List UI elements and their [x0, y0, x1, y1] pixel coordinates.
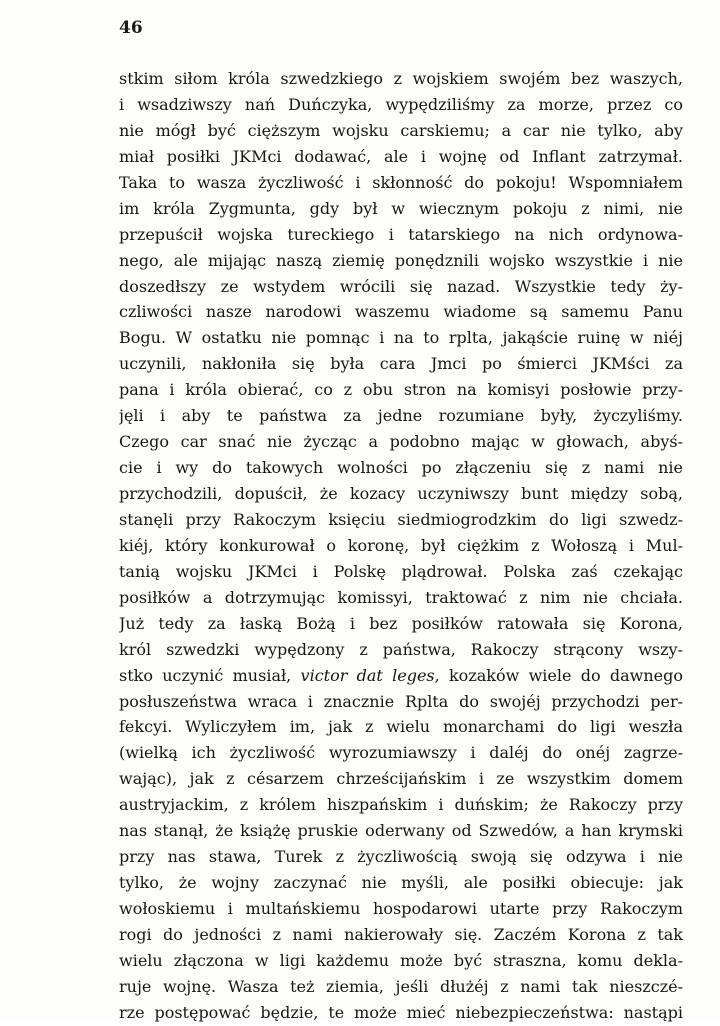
- text-line: rze postępować będzie, te może mieć niebezpieczeństwa: nastąpi: [119, 1002, 683, 1022]
- text-line: cie i wy do takowych wolności po złączeniu się z nami nie: [119, 458, 683, 478]
- text-line: (wielką ich życzliwość wyrozumiawszy i daléj do onéj zagrze-: [119, 743, 683, 763]
- text-line: przepuścił wojska tureckiego i tatarskiego na nich ordynowa-: [119, 224, 683, 244]
- text-line: posiłków a dotrzymując komissyi, traktować z nim nie chciała.: [119, 587, 683, 607]
- text-line: austryjackim, z królem hiszpańskim i duńskim; że Rakoczy przy: [119, 795, 683, 815]
- text-line: fekcyi. Wyliczyłem im, jak z wielu monarchami do ligi weszła: [119, 717, 683, 737]
- text-line: stanęli przy Rakoczym księciu siedmiogrodzkim do ligi szwedz-: [119, 509, 683, 529]
- text-line: rogi do jedności z nami nakierowały się. Zaczém Korona z tak: [119, 924, 683, 944]
- text-line: wołoskiemu i multańskiemu hospodarowi utarte przy Rakoczym: [119, 899, 683, 918]
- text-line: stko uczynić musiał, victor dat leges, kozaków wiele do dawnego: [119, 665, 683, 685]
- text-line: im króla Zygmunta, gdy był w wiecznym pokoju z nimi, nie: [119, 198, 683, 218]
- body-text: [119, 66, 683, 1026]
- text-line: Czego car snać nie życząc a podobno mając w głowach, abyś-: [119, 432, 683, 452]
- text-line: przy nas stawa, Turek z życzliwością swoją się odzywa i nie: [119, 847, 683, 867]
- text-line: uczynili, nakłoniła się była cara Jmci po śmierci JKMści za: [119, 354, 683, 374]
- text-line: Już tedy za łaską Bożą i bez posiłków ratowała się Korona,: [119, 613, 683, 633]
- text-line: posłuszeństwa wraca i znacznie Rplta do swojéj przychodzi per-: [119, 691, 683, 711]
- text-line: król szwedzki wypędzony z państwa, Rakoczy strącony wszy-: [119, 639, 683, 659]
- text-line: czliwości nasze narodowi waszemu wiadome są samemu Panu: [119, 302, 683, 322]
- text-line: tanią wojsku JKMci i Polskę plądrował. Polska zaś czekając: [119, 561, 683, 581]
- text-line: Bogu. W ostatku nie pomnąc i na to rplta, jakąście ruinę w niéj: [119, 328, 683, 348]
- text-line: przychodzili, dopuścił, że kozacy uczyniwszy bunt między sobą,: [119, 484, 683, 503]
- text-line: ruje wojnę. Wasza też ziemia, jeśli dłużéj z nami tak nieszczé-: [119, 976, 683, 996]
- text-line: i wsadziwszy nań Duńczyka, wypędziliśmy za morze, przez co: [119, 94, 683, 114]
- page-number: 46: [119, 18, 143, 38]
- text-line: nas stanął, że książę pruskie oderwany od Szwedów, a han krymski: [119, 821, 683, 841]
- text-line: nie mógł być cięższym wojsku carskiemu; a car nie tylko, aby: [119, 120, 683, 140]
- text-line: kiéj, który konkurował o koronę, był ciężkim z Wołoszą i Mul-: [119, 535, 683, 555]
- text-line: tylko, że wojny zaczynać nie myśli, ale posiłki obiecuje: jak: [119, 873, 683, 893]
- text-line: wając), jak z césarzem chrześcijańskim i ze wszystkim domem: [119, 769, 683, 789]
- text-line: miał posiłki JKMci dodawać, ale i wojnę od Inflant zatrzymał.: [119, 146, 683, 166]
- text-line: doszedłszy ze wstydem wrócili się nazad. Wszystkie tedy ży-: [119, 276, 683, 296]
- latin-phrase: victor dat leges: [300, 665, 435, 685]
- text-line: Taka to wasza życzliwość i skłonność do pokoju! Wspomniałem: [119, 172, 683, 192]
- text-line: nego, ale mijając naszą ziemię ponędznili wojsko wszystkie i nie: [119, 250, 683, 270]
- text-line: stkim siłom króla szwedzkiego z wojskiem swojém bez waszych,: [119, 69, 683, 88]
- text-line: wielu złączona w ligi każdemu może być straszna, komu dekla-: [119, 950, 683, 970]
- text-line: pana i króla obierać, co z obu stron na komisyi posłowie przy-: [119, 380, 683, 400]
- text-line: jęli i aby te państwa za jedne rozumiane były, życzyliśmy.: [119, 406, 683, 426]
